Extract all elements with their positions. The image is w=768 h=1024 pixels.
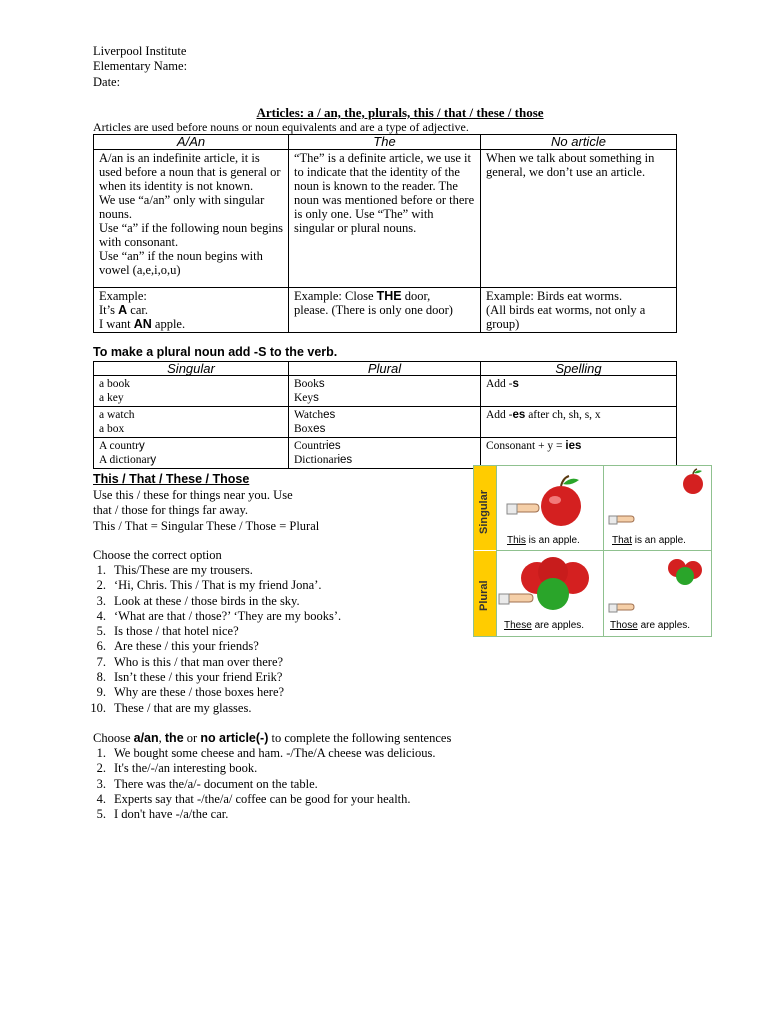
apples-and-hands-icon	[497, 466, 711, 636]
no-article-description: When we talk about something in general, we don’t use an article.	[481, 150, 677, 288]
date-line: Date:	[93, 74, 121, 89]
list-item: 6. Are these / this your friends?	[96, 639, 259, 654]
caption-that: That is an apple.	[612, 535, 686, 546]
name-line: Elementary Name:	[93, 59, 188, 74]
plural-heading: To make a plural noun add -S to the verb.	[93, 345, 338, 359]
exercise2-list	[80, 746, 435, 822]
table-row: a watch a box Watches Boxes Add -es after ch, sh, s, x	[94, 407, 677, 438]
header-aan: A/An	[94, 135, 289, 150]
table-row: a book a key Books Keys Add -s	[94, 376, 677, 407]
list-item: 1. This/These are my trousers.	[96, 563, 253, 577]
table-row: A country A dictionary Countries Dictionaries Consonant + y = ies	[94, 438, 677, 469]
this-that-heading: This / That / These / Those	[93, 472, 250, 486]
header	[93, 44, 187, 90]
list-item: 2. It's the/-/an interesting book.	[96, 761, 258, 776]
aan-description: A/an is an indefinite article, it is used before a noun that is general or when its identity is not known. We use “a/an” only with singular nouns. Use “a” if the following noun begins with consonant. Use “an” if the noun begins with vowel (a,e,i,o,u)	[94, 150, 289, 288]
list-item: 4. Experts say that -/the/a/ coffee can be good for your health.	[96, 791, 411, 806]
list-item: 3. There was the/a/- document on the table.	[96, 776, 318, 791]
list-item: 2. ‘Hi, Chris. This / That is my friend Jona’.	[96, 578, 322, 593]
header-no-article: No article	[481, 135, 677, 150]
header-plural: Plural	[289, 362, 481, 376]
no-article-example: Example: Birds eat worms. (All birds eat worms, not only a group)	[481, 288, 677, 333]
page-title: Articles: a / an, the, plurals, this / that / these / those	[256, 105, 544, 120]
list-item: 1. We bought some cheese and ham. -/The/A cheese was delicious.	[96, 746, 436, 760]
header-singular: Singular	[94, 362, 289, 376]
this-that-explanation: Use this / these for things near you. Use that / those for things far away. This / That = Singular These / Those = Plural	[93, 488, 320, 533]
list-item: 9. Why are these / those boxes here?	[96, 685, 285, 700]
exercise1-list	[80, 563, 341, 716]
school-name: Liverpool Institute	[93, 44, 187, 58]
list-item: 3. Look at these / those birds in the sky.	[96, 593, 300, 608]
list-item: 7. Who is this / that man over there?	[96, 654, 284, 669]
caption-this: This is an apple.	[507, 535, 580, 546]
intro-text: Articles are used before nouns or noun equivalents and are a type of adjective.	[93, 120, 469, 134]
aan-example: Example: It’s A car. I want AN apple.	[94, 288, 289, 333]
exercise2-title: Choose a/an, the or no article(-) to complete the following sentences	[93, 731, 452, 745]
list-item: 10. These / that are my glasses.	[90, 700, 252, 715]
list-item: 8. Isn’t these / this your friend Erik?	[96, 670, 283, 685]
the-description: “The” is a definite article, we use it to indicate that the identity of the noun is known to the reader. The noun was mentioned before or there is only one. Use “The” with singular or plural nouns.	[289, 150, 481, 288]
articles-table	[93, 134, 677, 333]
exercise1-title: Choose the correct option	[93, 548, 222, 562]
list-item: 5. Is those / that hotel nice?	[96, 624, 239, 639]
caption-those: Those are apples.	[610, 620, 691, 631]
row-label-plural: Plural	[478, 580, 490, 611]
header-spelling: Spelling	[481, 362, 677, 376]
caption-these: These are apples.	[504, 620, 585, 631]
plural-table	[93, 361, 677, 469]
this-that-illustration	[473, 465, 712, 637]
row-label-singular: Singular	[478, 489, 490, 534]
list-item: 4. ‘What are that / those?’ ‘They are my books’.	[96, 608, 342, 623]
the-example: Example: Close THE door, please. (There is only one door)	[289, 288, 481, 333]
header-the: The	[289, 135, 481, 150]
list-item: 5. I don't have -/a/the car.	[96, 807, 229, 822]
